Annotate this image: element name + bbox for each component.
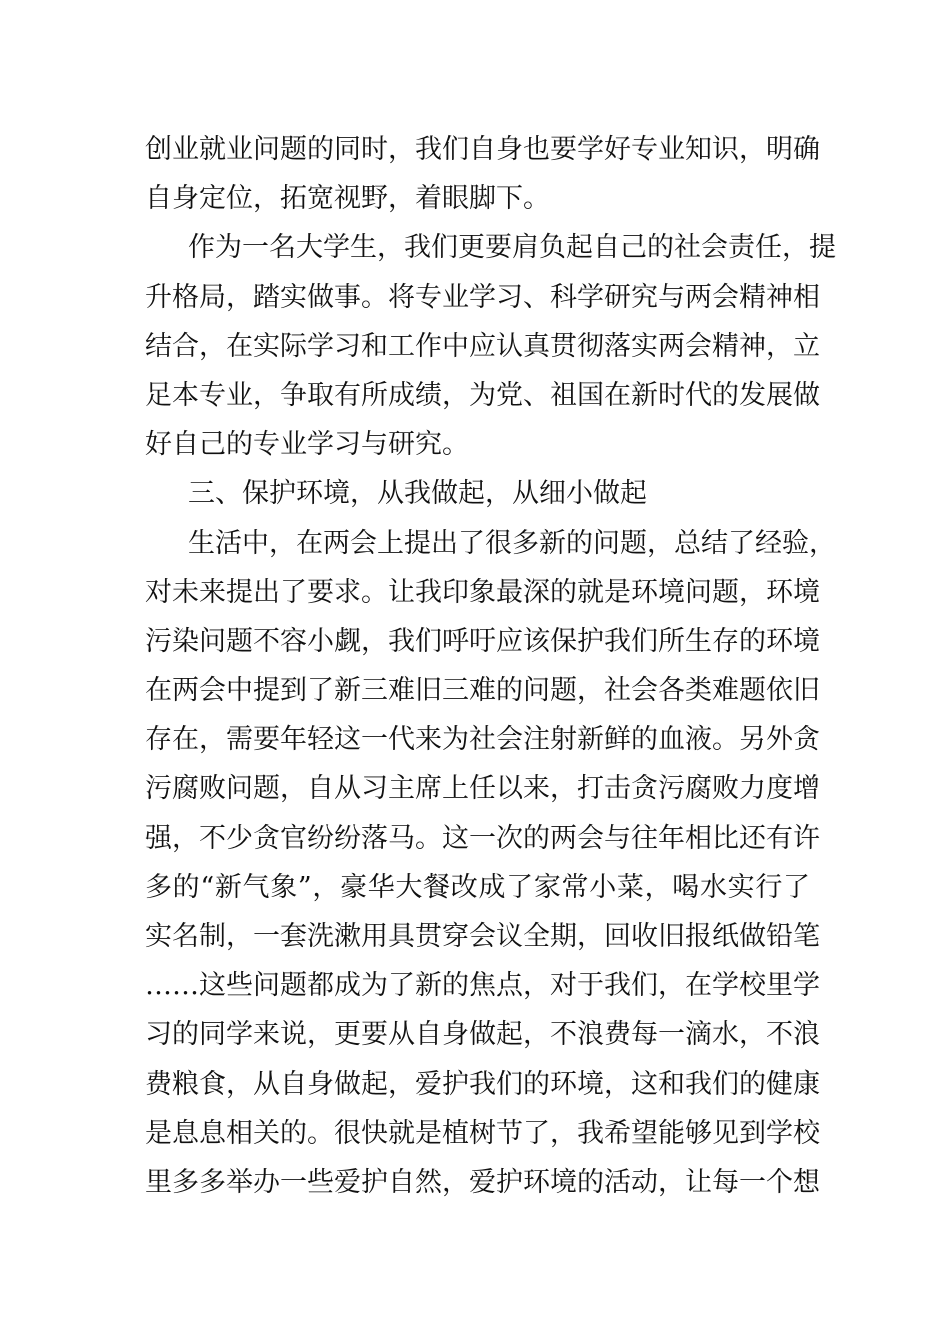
- text-line: 习的同学来说，更要从自身做起，不浪费每一滴水，不浪: [145, 1019, 820, 1051]
- text-line: 好自己的专业学习与研究。: [145, 429, 469, 461]
- paragraph-start-line: 生活中，在两会上提出了很多新的问题，总结了经验，: [188, 527, 836, 559]
- text-line: 升格局，踏实做事。将专业学习、科学研究与两会精神相: [145, 281, 820, 313]
- text-line: 在两会中提到了新三难旧三难的问题，社会各类难题依旧: [145, 675, 820, 707]
- text-line: 多的“新气象”，豪华大餐改成了家常小菜，喝水实行了: [145, 871, 810, 903]
- text-line: 强，不少贪官纷纷落马。这一次的两会与往年相比还有许: [145, 822, 820, 854]
- text-line: 足本专业，争取有所成绩，为党、祖国在新时代的发展做: [145, 379, 820, 411]
- paragraph-start-line: 作为一名大学生，我们更要肩负起自己的社会责任，提: [188, 232, 836, 264]
- text-line: 对未来提出了要求。让我印象最深的就是环境问题，环境: [145, 576, 820, 608]
- text-line: 是息息相关的。很快就是植树节了，我希望能够见到学校: [145, 1117, 820, 1149]
- text-line: 创业就业问题的同时，我们自身也要学好专业知识，明确: [145, 134, 820, 165]
- section-heading: 三、保护环境，从我做起，从细小做起: [188, 478, 647, 510]
- text-line: 存在，需要年轻这一代来为社会注射新鲜的血液。另外贪: [145, 724, 820, 756]
- text-line: 污腐败问题，自从习主席上任以来，打击贪污腐败力度增: [145, 773, 820, 805]
- text-line: 结合，在实际学习和工作中应认真贯彻落实两会精神，立: [145, 330, 820, 362]
- text-line: 费粮食，从自身做起，爱护我们的环境，这和我们的健康: [145, 1068, 820, 1100]
- text-line: 里多多举办一些爱护自然，爱护环境的活动，让每一个想: [145, 1166, 820, 1198]
- text-line: 污染问题不容小觑，我们呼吁应该保护我们所生存的环境: [145, 625, 820, 657]
- text-line: 自身定位，拓宽视野，着眼脚下。: [145, 183, 550, 215]
- text-line: 实名制，一套洗漱用具贯穿会议全期，回收旧报纸做铅笔: [145, 921, 820, 952]
- text-line: ……这些问题都成为了新的焦点，对于我们，在学校里学: [145, 970, 820, 1002]
- body-text: [145, 125, 836, 1207]
